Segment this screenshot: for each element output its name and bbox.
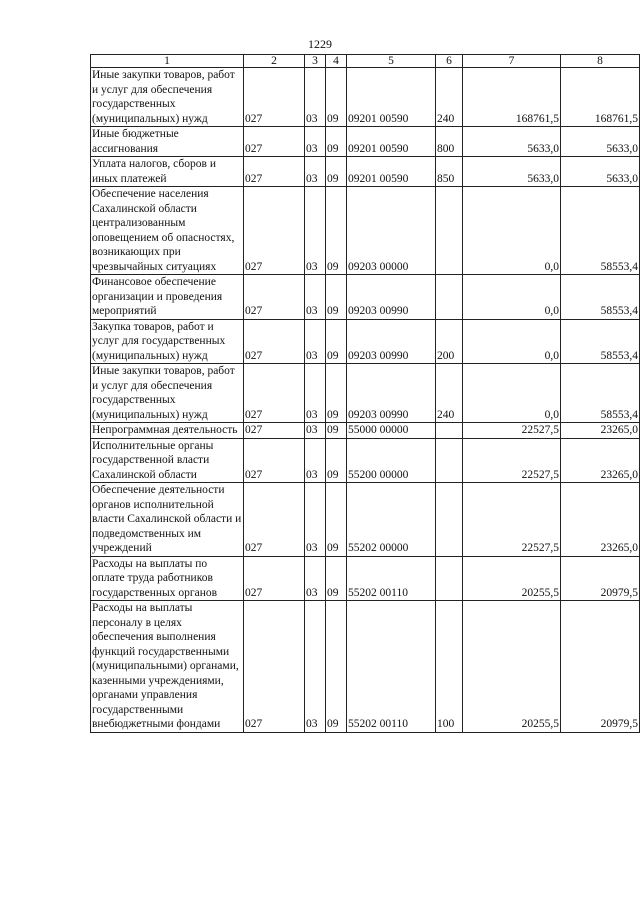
row-subsection: 09 [326, 319, 347, 364]
row-code: 027 [244, 483, 305, 557]
row-subsection: 09 [326, 127, 347, 157]
row-name: Расходы на выплаты по оплате труда работников государственных органов [91, 556, 244, 601]
row-subsection: 09 [326, 601, 347, 733]
row-article: 09203 00000 [347, 187, 436, 275]
row-article: 09203 00990 [347, 364, 436, 423]
row-subsection: 09 [326, 483, 347, 557]
row-section: 03 [305, 601, 326, 733]
row-section: 03 [305, 483, 326, 557]
row-sum-2: 5633,0 [561, 127, 640, 157]
row-sum-2: 23265,0 [561, 483, 640, 557]
row-sum-1: 0,0 [463, 187, 561, 275]
row-sum-1: 22527,5 [463, 438, 561, 483]
table-row [91, 364, 640, 423]
row-name: Обеспечение населения Сахалинской области централизованным оповещением об опасностях, возникающих при чрезвычайных ситуациях [91, 187, 244, 275]
row-article: 09201 00590 [347, 157, 436, 187]
budget-table [90, 54, 640, 733]
table-row [91, 319, 640, 364]
row-name: Уплата налогов, сборов и иных платежей [91, 157, 244, 187]
row-section: 03 [305, 556, 326, 601]
row-sum-1: 0,0 [463, 364, 561, 423]
row-section: 03 [305, 275, 326, 320]
row-type: 800 [436, 127, 463, 157]
row-sum-2: 20979,5 [561, 556, 640, 601]
row-section: 03 [305, 423, 326, 439]
table-row [91, 423, 640, 439]
row-code: 027 [244, 157, 305, 187]
row-code: 027 [244, 275, 305, 320]
row-sum-2: 58553,4 [561, 187, 640, 275]
row-code: 027 [244, 556, 305, 601]
row-type: 200 [436, 319, 463, 364]
row-name: Иные бюджетные ассигнования [91, 127, 244, 157]
row-sum-1: 20255,5 [463, 601, 561, 733]
row-section: 03 [305, 319, 326, 364]
table-row [91, 601, 640, 733]
row-code: 027 [244, 423, 305, 439]
row-article: 09203 00990 [347, 275, 436, 320]
row-sum-2: 58553,4 [561, 364, 640, 423]
row-section: 03 [305, 187, 326, 275]
row-article: 09201 00590 [347, 68, 436, 127]
row-type: 240 [436, 364, 463, 423]
row-sum-1: 0,0 [463, 275, 561, 320]
row-sum-1: 168761,5 [463, 68, 561, 127]
row-code: 027 [244, 319, 305, 364]
row-article: 55000 00000 [347, 423, 436, 439]
row-sum-1: 22527,5 [463, 483, 561, 557]
table-row [91, 157, 640, 187]
row-name: Расходы на выплаты персоналу в целях обеспечения выполнения функций государственными (муниципальными) органами, казенными учреждениями, органами управления государственными внебюджетными фондами [91, 601, 244, 733]
row-type [436, 438, 463, 483]
row-article: 55202 00000 [347, 483, 436, 557]
row-sum-2: 20979,5 [561, 601, 640, 733]
row-code: 027 [244, 127, 305, 157]
row-subsection: 09 [326, 68, 347, 127]
header-col-6: 6 [436, 55, 463, 68]
table-row [91, 438, 640, 483]
row-section: 03 [305, 157, 326, 187]
table-row [91, 127, 640, 157]
row-section: 03 [305, 68, 326, 127]
row-type [436, 556, 463, 601]
row-sum-1: 20255,5 [463, 556, 561, 601]
row-type: 850 [436, 157, 463, 187]
row-sum-2: 23265,0 [561, 423, 640, 439]
row-subsection: 09 [326, 187, 347, 275]
row-type [436, 275, 463, 320]
row-article: 09203 00990 [347, 319, 436, 364]
row-name: Закупка товаров, работ и услуг для государственных (муниципальных) нужд [91, 319, 244, 364]
row-section: 03 [305, 127, 326, 157]
row-sum-2: 5633,0 [561, 157, 640, 187]
row-article: 55202 00110 [347, 556, 436, 601]
row-sum-1: 22527,5 [463, 423, 561, 439]
header-col-2: 2 [244, 55, 305, 68]
header-col-8: 8 [561, 55, 640, 68]
row-code: 027 [244, 68, 305, 127]
row-article: 55202 00110 [347, 601, 436, 733]
table-header-row [91, 55, 640, 68]
row-name: Финансовое обеспечение организации и проведения мероприятий [91, 275, 244, 320]
header-col-1: 1 [91, 55, 244, 68]
row-type [436, 483, 463, 557]
row-name: Иные закупки товаров, работ и услуг для обеспечения государственных (муниципальных) нужд [91, 68, 244, 127]
row-article: 55200 00000 [347, 438, 436, 483]
row-sum-1: 5633,0 [463, 157, 561, 187]
row-subsection: 09 [326, 423, 347, 439]
header-col-7: 7 [463, 55, 561, 68]
row-code: 027 [244, 601, 305, 733]
row-name: Непрограммная деятельность [91, 423, 244, 439]
row-subsection: 09 [326, 556, 347, 601]
row-section: 03 [305, 438, 326, 483]
row-name: Исполнительные органы государственной власти Сахалинской области [91, 438, 244, 483]
header-col-5: 5 [347, 55, 436, 68]
row-sum-2: 168761,5 [561, 68, 640, 127]
table-row [91, 275, 640, 320]
row-type: 100 [436, 601, 463, 733]
header-col-3: 3 [305, 55, 326, 68]
row-article: 09201 00590 [347, 127, 436, 157]
row-code: 027 [244, 187, 305, 275]
row-sum-2: 23265,0 [561, 438, 640, 483]
table-row [91, 483, 640, 557]
row-sum-2: 58553,4 [561, 319, 640, 364]
table-row [91, 68, 640, 127]
header-col-4: 4 [326, 55, 347, 68]
row-sum-1: 0,0 [463, 319, 561, 364]
row-type: 240 [436, 68, 463, 127]
page-number: 1229 [308, 37, 332, 51]
row-sum-1: 5633,0 [463, 127, 561, 157]
row-type [436, 187, 463, 275]
row-code: 027 [244, 364, 305, 423]
row-subsection: 09 [326, 438, 347, 483]
row-name: Обеспечение деятельности органов исполнительной власти Сахалинской области и подведомственных им учреждений [91, 483, 244, 557]
row-code: 027 [244, 438, 305, 483]
row-subsection: 09 [326, 157, 347, 187]
row-type [436, 423, 463, 439]
table-row [91, 187, 640, 275]
row-subsection: 09 [326, 275, 347, 320]
row-name: Иные закупки товаров, работ и услуг для обеспечения государственных (муниципальных) нужд [91, 364, 244, 423]
table-row [91, 556, 640, 601]
row-sum-2: 58553,4 [561, 275, 640, 320]
row-section: 03 [305, 364, 326, 423]
row-subsection: 09 [326, 364, 347, 423]
